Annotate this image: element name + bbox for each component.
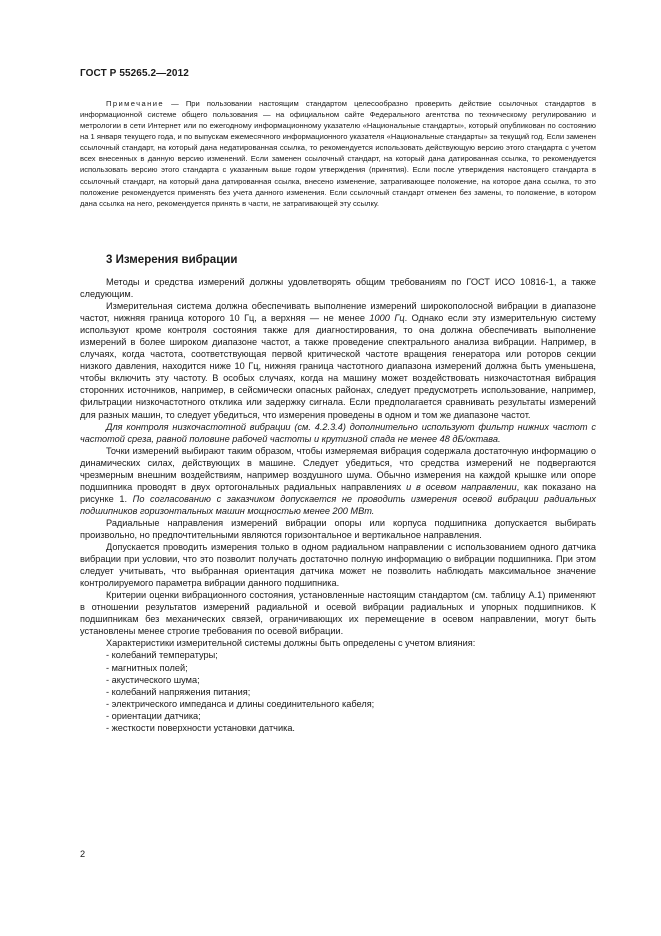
- list-item: - акустического шума;: [106, 674, 200, 685]
- paragraph-5: Радиальные направления измерений вибрации опоры или корпуса подшипника допускается выбирать произвольно, но предпочтительными являются горизонтальное и вертикальное направления.: [80, 517, 596, 540]
- section-body: [80, 276, 596, 734]
- paragraph-3: Для контроля низкочастотной вибрации (см. 4.2.3.4) дополнительно используют фильтр нижних частот с частотой среза, равной половине рабочей частоты и крутизной спада не менее 48 дБ/октава.: [80, 421, 596, 444]
- paragraph-4: Точки измерений выбирают таким образом, чтобы измеряемая вибрация содержала достаточную информацию о динамических силах, действующих в машине. Следует убедиться, что средства измерений не подвергаются чрезмерным внешним воздействиям, например воздушного шума. Обычно измерения на каждой крышке или опоре подшипника проводят в двух ортогональных радиальных направлениях и в осевом направлении, как показано на рисунке 1. По согласованию с заказчиком допускается не проводить измерения осевой вибрации радиальных подшипников горизонтальных машин мощностью менее 200 МВт.: [80, 445, 596, 516]
- paragraph-8: Характеристики измерительной системы должны быть определены с учетом влияния:: [106, 638, 476, 649]
- note-label: Примечание: [106, 99, 164, 108]
- section-title: 3 Измерения вибрации: [106, 254, 238, 266]
- list-item: - колебаний напряжения питания;: [106, 686, 251, 697]
- paragraph-2: Измерительная система должна обеспечивать выполнение измерений широкополосной вибрации в диапазоне частот, нижняя граница которого 10 Гц, а верхняя — не менее 1000 Гц. Однако если эту измерительную систему используют кроме контроля состояния также для диагностирования, то она должна обеспечивать выполнение измерений в более широком диапазоне частот, а также проведение спектрального анализа вибрации. Например, в случаях, когда частота, соответствующая первой критической частоте вращения генератора или роторов секции низкого давления, находится ниже 10 Гц, нижняя граница частотного диапазона измерений должна быть уменьшена, чтобы включить эту частоту. В особых случаях, когда на машину может воздействовать низкочастотная вибрация сторонних источников, например, в сейсмически опасных районах, следует предусмотреть использование, например, фильтрации низкочастотного отклика или задержку сигнала. Если предполагается сравнивать результаты измерений для разных машин, то следует убедиться, что измерения проведены в одном и том же диапазоне частот.: [80, 301, 596, 420]
- influence-list: [80, 649, 596, 733]
- page-number: 2: [80, 849, 86, 859]
- list-item: - колебаний температуры;: [106, 650, 218, 661]
- document-header: ГОСТ Р 55265.2—2012: [80, 68, 189, 79]
- reference-note: [80, 98, 596, 209]
- note-text: — При пользовании настоящим стандартом целесообразно проверить действие ссылочных стандартов в информационной системе общего пользования — на официальном сайте Федерального агентства по техническому регулированию и метрологии в сети Интернет или по ежегодному информационному указателю «Национальные стандарты», который опубликован по состоянию на 1 января текущего года, и по выпускам ежемесячного информационного указателя «Национальные стандарты» за текущий год. Если заменен ссылочный стандарт, на который дана недатированная ссылка, то рекомендуется использовать действующую версию этого стандарта с учетом всех внесенных в данную версию изменений. Если заменен ссылочный стандарт, на который дана датированная ссылка, то рекомендуется использовать версию этого стандарта с указанным выше годом утверждения (принятия). Если после утверждения настоящего стандарта в ссылочный стандарт, на который дана датированная ссылка, внесено изменение, затрагивающее положение, на которое дана ссылка, то это положение рекомендуется применять без учета данного изменения. Если ссылочный стандарт отменен без замены, то положение, в котором дана ссылка на него, рекомендуется принять в части, не затрагивающей эту ссылку.: [80, 99, 596, 208]
- list-item: - магнитных полей;: [106, 662, 188, 673]
- list-item: - электрического импеданса и длины соединительного кабеля;: [106, 698, 375, 709]
- list-item: - жесткости поверхности установки датчика.: [106, 722, 295, 733]
- paragraph-7: Критерии оценки вибрационного состояния, установленные настоящим стандартом (см. таблицу А.1) применяют в отношении результатов измерений радиальной и осевой вибрации радиальных и упорных подшипников. К подшипникам без механических связей, ограничивающих их перемещение в осевом направлении, могут быть установлены менее строгие требования по осевой вибрации.: [80, 590, 596, 637]
- paragraph-1: Методы и средства измерений должны удовлетворять общим требованиям по ГОСТ ИСО 10816-1, а также следующим.: [80, 277, 596, 300]
- list-item: - ориентации датчика;: [106, 710, 201, 721]
- paragraph-6: Допускается проводить измерения только в одном радиальном направлении с использованием одного датчика вибрации при условии, что это позволит получать достаточно полную информацию о вибрации подшипника. При этом следует учитывать, что выбранная ориентация датчика может не позволить наблюдать максимальное значение контролируемого параметра вибрации данного подшипника.: [80, 542, 596, 589]
